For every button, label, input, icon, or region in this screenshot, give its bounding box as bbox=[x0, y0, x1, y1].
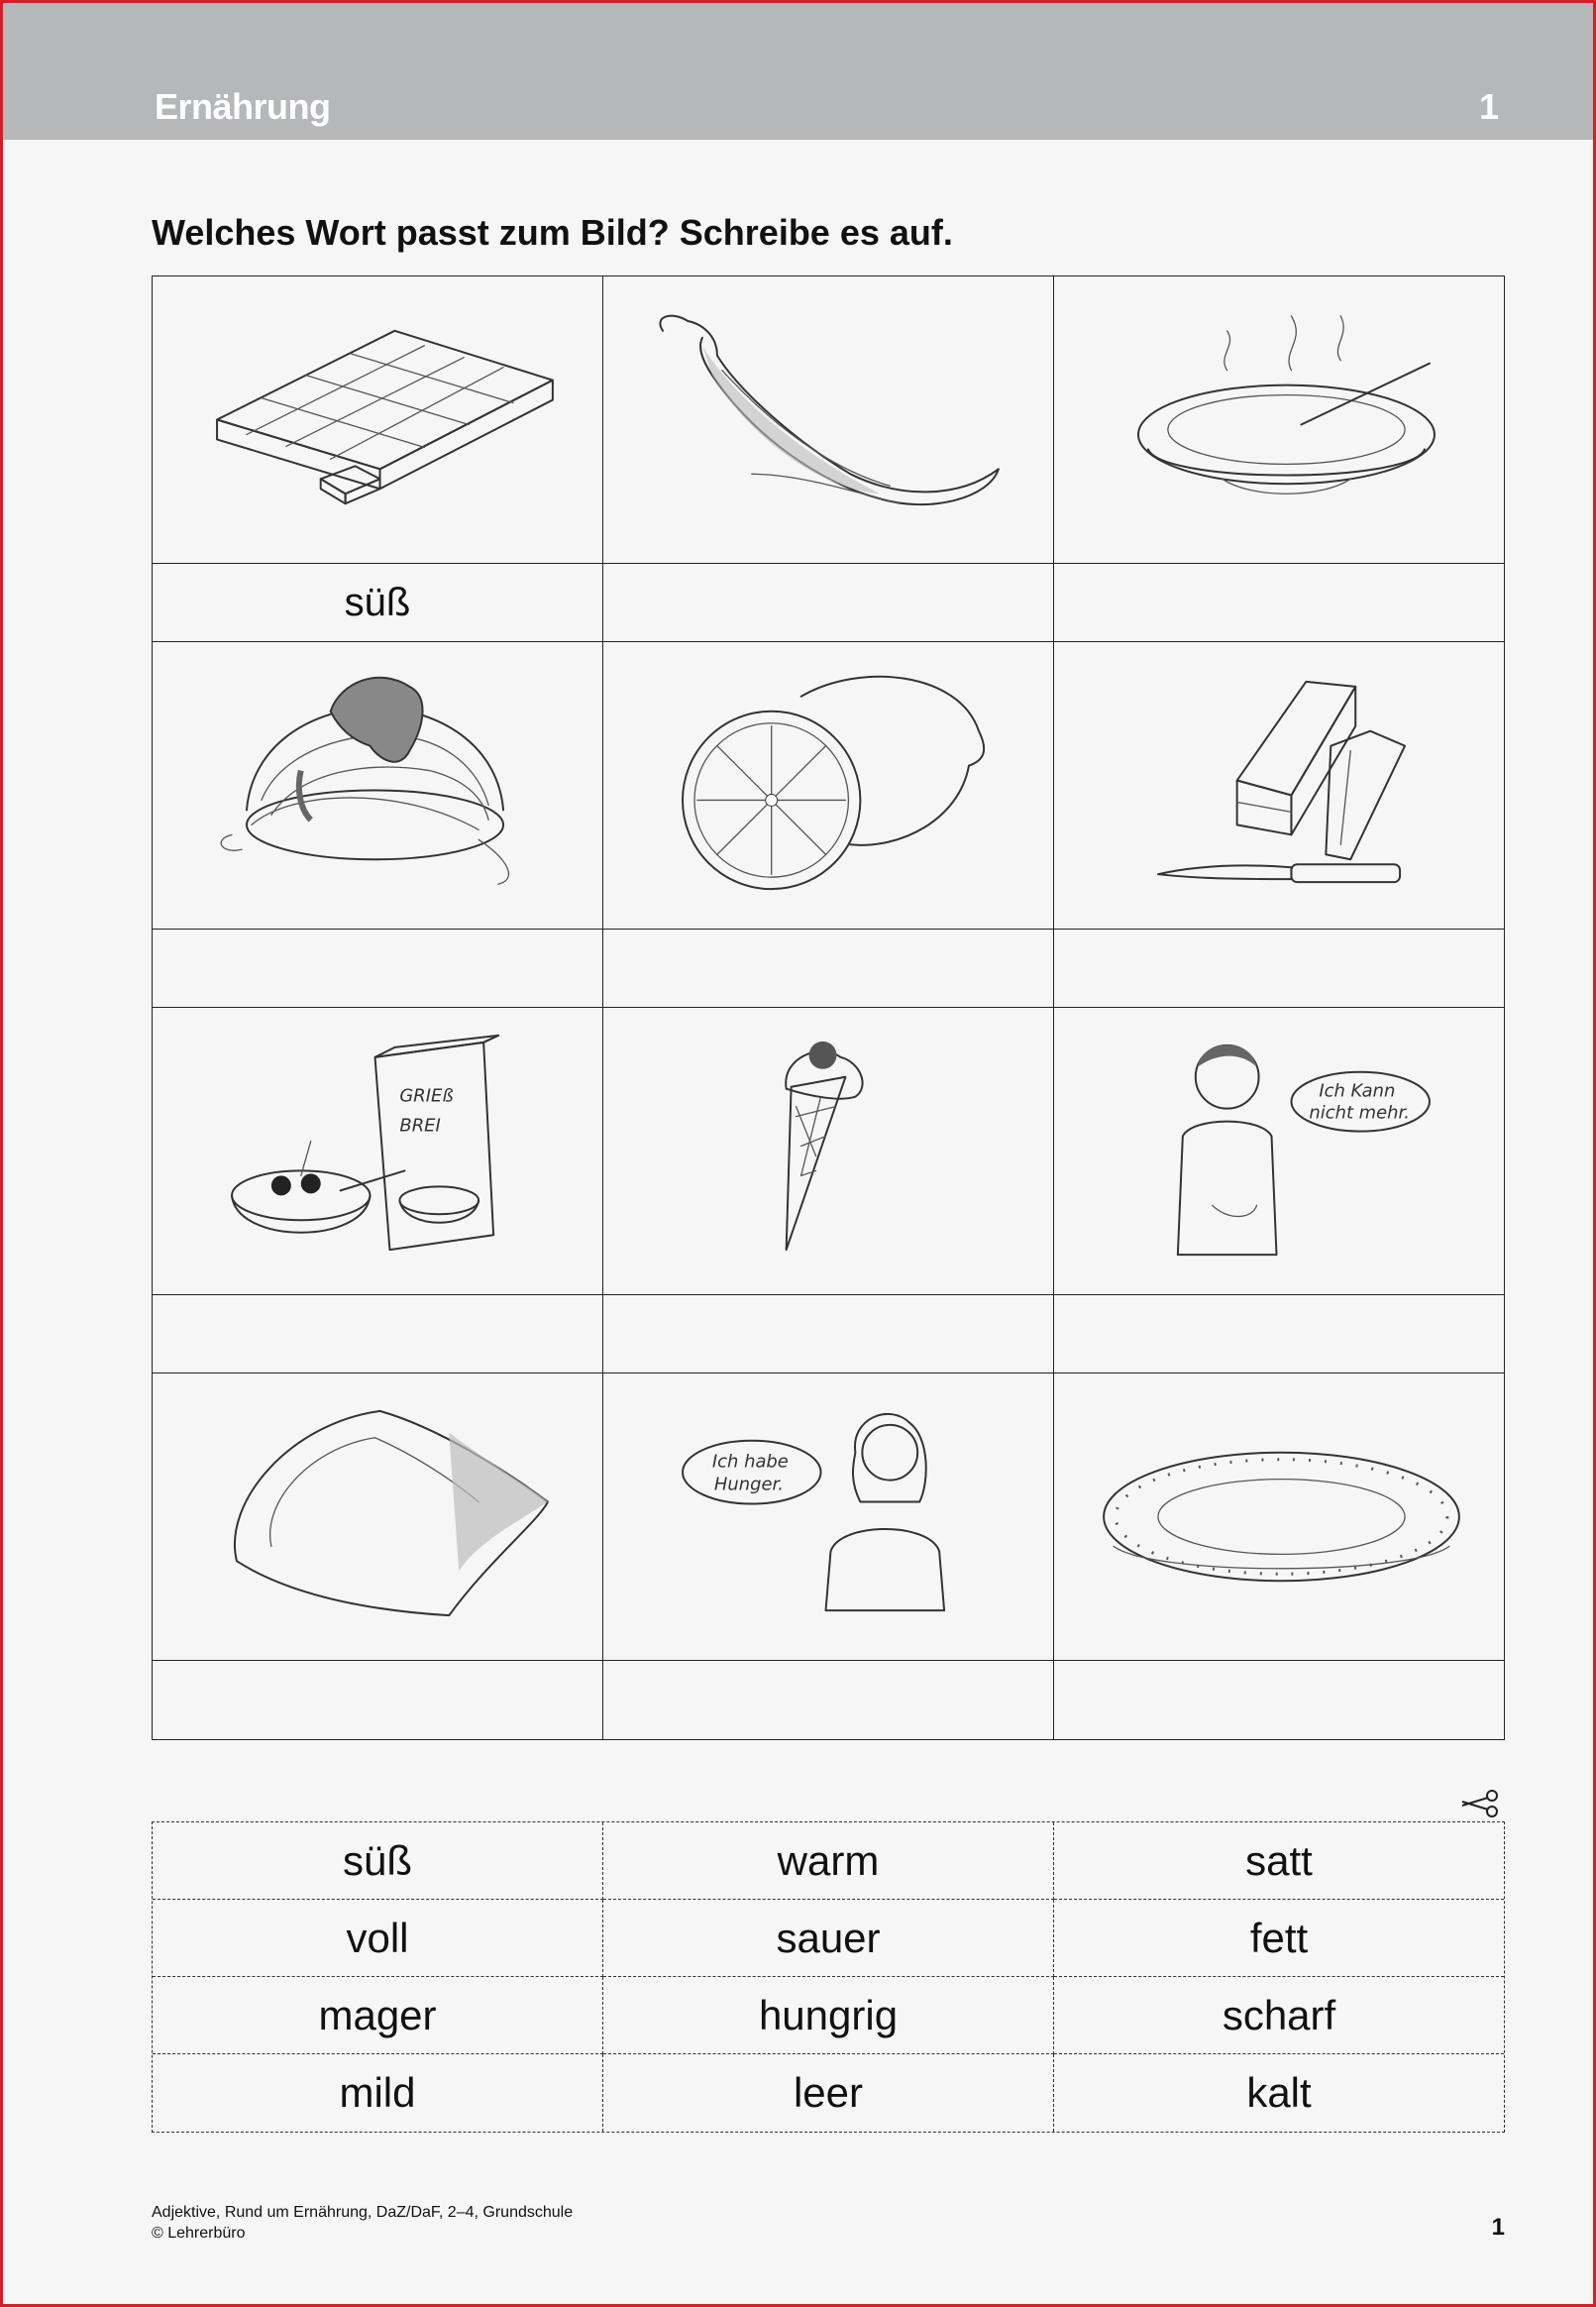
box-label-line2: BREI bbox=[399, 1115, 441, 1137]
header-page-number: 1 bbox=[1478, 86, 1499, 127]
picture-cell bbox=[1054, 276, 1504, 564]
boy-speech-line1: Ich Kann bbox=[1319, 1080, 1396, 1102]
picture-row-4 bbox=[153, 1373, 1504, 1661]
footer-line-2: © Lehrerbüro bbox=[152, 2225, 246, 2242]
picture-cell bbox=[603, 1373, 1054, 1661]
word-card[interactable]: leer bbox=[603, 2054, 1054, 2132]
footer-line-1: Adjektive, Rund um Ernährung, DaZ/DaF, 2–4, Grundschule bbox=[152, 2204, 574, 2221]
picture-row-2 bbox=[153, 642, 1504, 930]
picture-cell bbox=[1054, 1373, 1504, 1661]
word-card[interactable]: warm bbox=[603, 1822, 1054, 1900]
picture-cell bbox=[1054, 642, 1504, 930]
header-title: Ernährung bbox=[155, 86, 331, 127]
word-bank-row bbox=[153, 1822, 1504, 1900]
word-card[interactable]: scharf bbox=[1054, 1977, 1504, 2054]
answer-field[interactable] bbox=[603, 1295, 1054, 1373]
word-card[interactable]: süß bbox=[153, 1822, 603, 1900]
bacon-knife-icon bbox=[1054, 642, 1504, 929]
answer-field[interactable] bbox=[603, 564, 1054, 642]
word-card[interactable]: fett bbox=[1054, 1900, 1504, 1977]
cheese-icon bbox=[153, 1373, 602, 1660]
word-card[interactable]: mager bbox=[153, 1977, 603, 2054]
empty-plate-icon bbox=[1054, 1373, 1504, 1660]
word-card[interactable]: hungrig bbox=[603, 1977, 1054, 2054]
answer-field[interactable] bbox=[1054, 1295, 1504, 1373]
answer-field[interactable]: süß bbox=[153, 564, 603, 642]
picture-cell bbox=[153, 276, 603, 564]
answer-row-4 bbox=[153, 1661, 1504, 1739]
instruction-text: Welches Wort passt zum Bild? Schreibe es auf. bbox=[152, 212, 953, 253]
hot-soup-icon bbox=[1054, 276, 1504, 563]
picture-cell bbox=[603, 1008, 1054, 1295]
word-bank-row bbox=[153, 1900, 1504, 1977]
answer-row-3 bbox=[153, 1295, 1504, 1373]
exercise-grid bbox=[152, 275, 1505, 1740]
answer-field[interactable] bbox=[603, 1661, 1054, 1739]
word-bank bbox=[152, 1821, 1505, 2133]
footer-credits bbox=[152, 2202, 573, 2244]
word-card[interactable]: sauer bbox=[603, 1900, 1054, 1977]
word-card[interactable]: voll bbox=[153, 1900, 603, 1977]
picture-row-1 bbox=[153, 276, 1504, 564]
answer-field[interactable] bbox=[1054, 930, 1504, 1008]
picture-cell bbox=[153, 1008, 603, 1295]
answer-field[interactable] bbox=[153, 1295, 603, 1373]
semolina-pudding-icon bbox=[153, 1008, 602, 1294]
lemon-icon bbox=[603, 642, 1053, 929]
scissors-icon bbox=[1456, 1784, 1506, 1823]
word-card[interactable]: mild bbox=[153, 2054, 603, 2132]
picture-cell bbox=[153, 1373, 603, 1661]
picture-cell bbox=[603, 276, 1054, 564]
header-band bbox=[3, 3, 1593, 140]
ice-cream-icon bbox=[603, 1008, 1053, 1294]
answer-field[interactable] bbox=[153, 930, 603, 1008]
word-bank-row bbox=[153, 2054, 1504, 2132]
answer-field[interactable] bbox=[153, 1661, 603, 1739]
hungry-girl-icon bbox=[603, 1373, 1053, 1660]
boy-speech-line2: nicht mehr. bbox=[1309, 1102, 1410, 1124]
word-card[interactable]: kalt bbox=[1246, 2069, 1312, 2116]
word-bank-row bbox=[153, 1977, 1504, 2054]
picture-cell bbox=[603, 642, 1054, 930]
answer-row-1 bbox=[153, 564, 1504, 642]
word-card[interactable]: satt bbox=[1054, 1822, 1504, 1900]
girl-speech-line2: Hunger. bbox=[713, 1474, 784, 1495]
full-boy-icon bbox=[1054, 1008, 1504, 1294]
answer-row-2 bbox=[153, 930, 1504, 1008]
girl-speech-line1: Ich habe bbox=[711, 1451, 789, 1473]
footer-page-number: 1 bbox=[1491, 2214, 1505, 2241]
picture-cell bbox=[153, 642, 603, 930]
chili-pepper-icon bbox=[603, 276, 1053, 563]
answer-field[interactable] bbox=[603, 930, 1054, 1008]
box-label-line1: GRIEß bbox=[399, 1085, 454, 1107]
answer-field[interactable] bbox=[1054, 564, 1504, 642]
spaghetti-icon bbox=[153, 642, 602, 929]
picture-row-3 bbox=[153, 1008, 1504, 1295]
picture-cell bbox=[1054, 1008, 1504, 1295]
chocolate-bar-icon bbox=[153, 276, 602, 563]
answer-field[interactable] bbox=[1054, 1661, 1504, 1739]
